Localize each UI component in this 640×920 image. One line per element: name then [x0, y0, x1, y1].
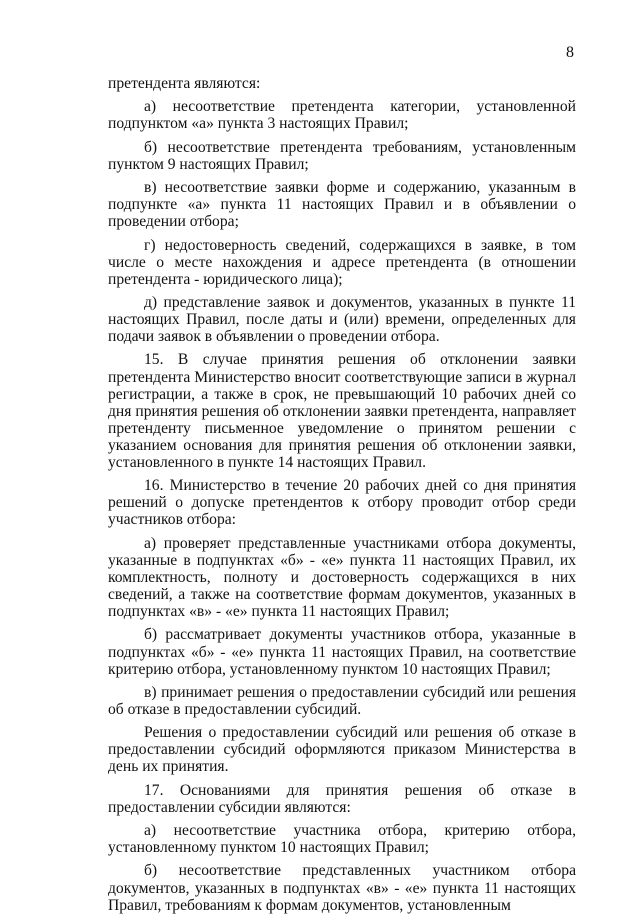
paragraph: 15. В случае принятия решения об отклонении заявки претендента Министерство вносит соответствующие записи в журнал регистрации, а также в срок, не превышающий 10 рабочих дней со дня принятия решения об отклонении заявки претендента, направляет претенденту письменное уведомление о принятом решении с указанием основания для принятия решения об отклонении заявки, установленного в пункте 14 настоящих Правил. [108, 351, 576, 471]
page-number: 8 [566, 44, 574, 61]
paragraph: г) недостоверность сведений, содержащихся в заявке, в том числе о месте нахождения и адресе претендента (в отношении претендента - юридического лица); [108, 236, 576, 288]
paragraph: 16. Министерство в течение 20 рабочих дней со дня принятия решений о допуске претендентов к отбору проводит отбор среди участников отбора: [108, 477, 576, 529]
paragraph: а) несоответствие претендента категории, установленной подпунктом «а» пункта 3 настоящих Правил; [108, 98, 576, 133]
paragraph: а) несоответствие участника отбора, критерию отбора, установленному пунктом 10 настоящих Правил; [108, 822, 576, 857]
paragraph: а) проверяет представленные участниками отбора документы, указанные в подпунктах «б» - «е» пункта 11 настоящих Правил, их комплектность, полноту и достоверность содержащихся в них сведений, а также на соответствие формам документов, указанных в подпунктах «в» - «е» пункта 11 настоящих Правил; [108, 534, 576, 621]
paragraph: претендента являются: [108, 75, 261, 92]
paragraph: в) несоответствие заявки форме и содержанию, указанным в подпункте «а» пункта 11 настоящих Правил и в объявлении о проведении отбора; [108, 179, 576, 231]
paragraph: б) несоответствие претендента требованиям, установленным пунктом 9 настоящих Правил; [108, 138, 576, 173]
paragraph: 17. Основаниями для принятия решения об отказе в предоставлении субсидии являются: [108, 781, 576, 816]
paragraph: д) представление заявок и документов, указанных в пункте 11 настоящих Правил, после даты и (или) времени, определенных для подачи заявок в объявлении о проведении отбора. [108, 293, 576, 346]
paragraph: б) рассматривает документы участников отбора, указанные в подпунктах «б» - «е» пункта 11 настоящих Правил, на соответствие критерию отбора, установленному пунктом 10 настоящих Правил; [108, 626, 576, 678]
document-body [108, 75, 576, 920]
paragraph: Решения о предоставлении субсидий или решения об отказе в предоставлении субсидий оформляются приказом Министерства в день их принятия. [108, 724, 576, 776]
paragraph: в) принимает решения о предоставлении субсидий или решения об отказе в предоставлении субсидий. [108, 683, 576, 718]
paragraph: б) несоответствие представленных участником отбора документов, указанных в подпунктах «в» - «е» пункта 11 настоящих Правил, требованиям к формам документов, установленным [108, 862, 576, 914]
